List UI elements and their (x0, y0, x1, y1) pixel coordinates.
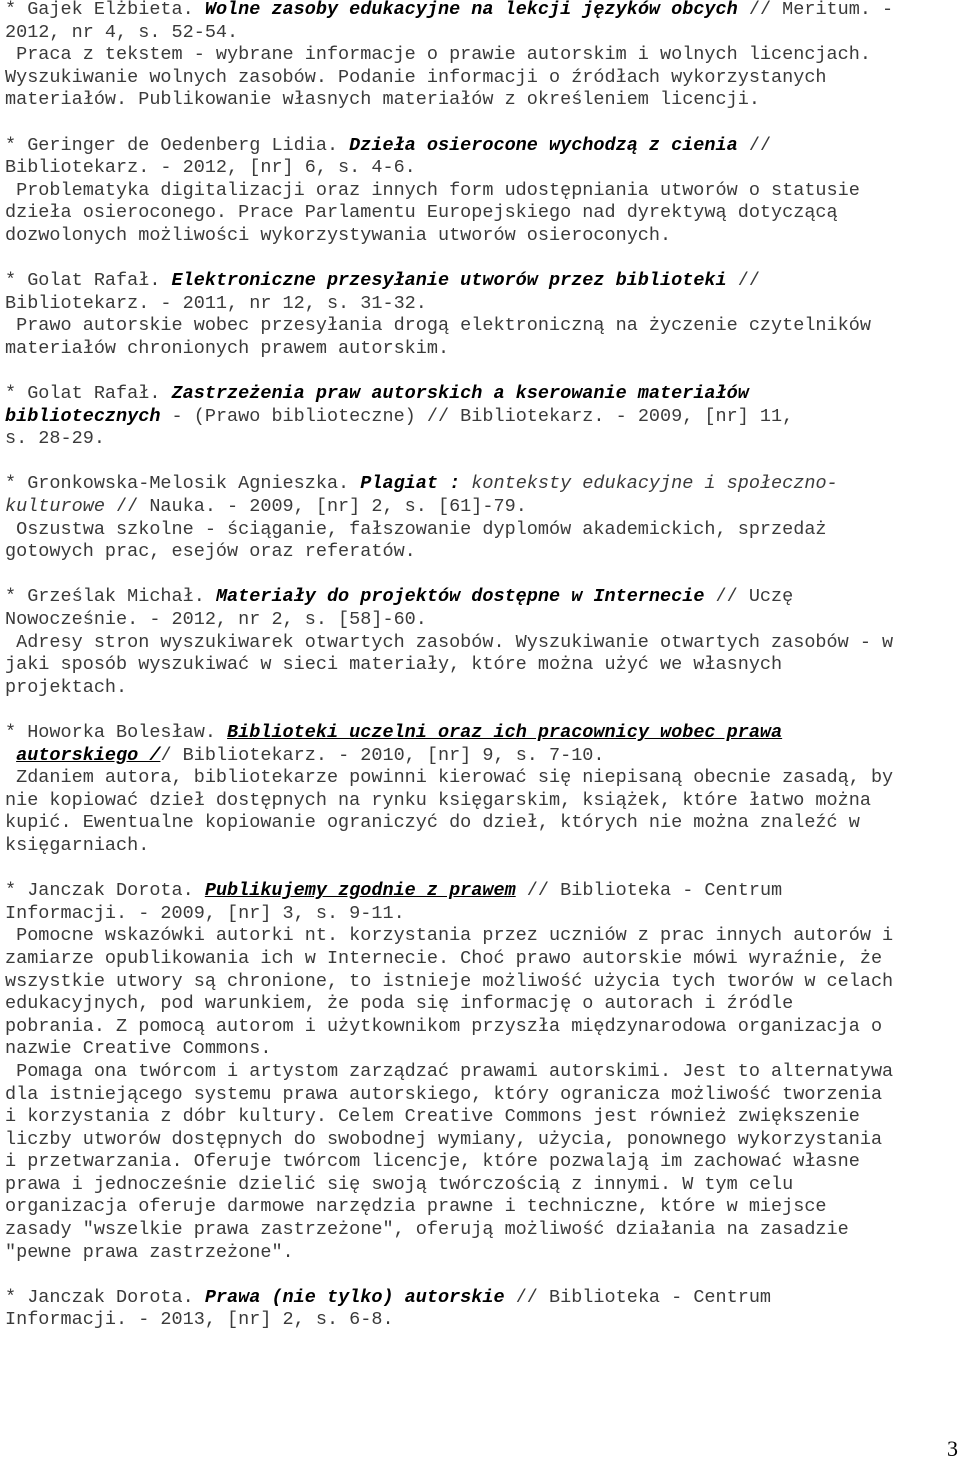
entry-text: * Howorka Bolesław. (5, 722, 228, 743)
entry-line (5, 89, 957, 112)
entry-title: Elektroniczne przesyłanie utworów przez biblioteki (171, 270, 727, 292)
entry-text: // Meritum. - (737, 0, 894, 20)
entry-line (5, 925, 957, 948)
entry-line (5, 1309, 957, 1332)
entry-line (5, 1174, 957, 1197)
bibliography-entry (5, 1287, 957, 1332)
entry-text: Prawo autorskie wobec przesyłania drogą elektroniczną na życzenie czytelników (5, 315, 871, 337)
entry-text: * Geringer de Oedenberg Lidia. (5, 134, 350, 156)
entry-text: organizacja oferuje darmowe narzędzia prawne i techniczne, które w miejsce (5, 1196, 827, 1218)
entry-text: dzieła osieroconego. Prace Parlamentu Europejskiego nad dyrektywą dotyczącą (5, 202, 838, 224)
entry-text: i przetwarzania. Oferuje twórcom licencje, które pozwalają im zachować własne (5, 1151, 860, 1173)
entry-line (5, 225, 957, 248)
entry-line (5, 767, 957, 790)
bibliography-entry (5, 135, 957, 248)
entry-line (5, 428, 957, 451)
bibliography-entry (5, 270, 957, 360)
entry-line (5, 202, 957, 225)
bibliography-entry (5, 0, 957, 112)
entry-line (5, 473, 957, 496)
entry-line (5, 519, 957, 542)
entry-title: Publikujemy zgodnie z prawem (204, 880, 516, 902)
entry-text: Pomaga ona twórcom i artystom zarządzać prawami autorskimi. Jest to alternatywa (5, 1060, 894, 1082)
entry-text: zamiarze opublikowania ich w Internecie. Choć prawo autorskie mówi wyraźnie, że (5, 947, 883, 969)
entry-line (5, 1016, 957, 1039)
entry-text: Problematyka digitalizacji oraz innych form udostępniania utworów o statusie (5, 179, 860, 201)
entry-line (5, 496, 957, 519)
entry-text: // Biblioteka - Centrum (504, 1286, 772, 1308)
entry-line (5, 812, 957, 835)
entry-text: jaki sposób wyszukiwać w sieci materiały, które można użyć we własnych (5, 654, 783, 676)
entry-title: Wolne zasoby edukacyjne na lekcji języków obcych (204, 0, 738, 20)
entry-text: Nowocześnie. - 2012, nr 2, s. [58]-60. (5, 609, 427, 631)
entry-line (5, 790, 957, 813)
entry-line (5, 22, 957, 45)
entry-line (5, 835, 957, 858)
entry-text: prawa i jednocześnie dzielić się swoją twórczością z innymi. W tym celu (5, 1173, 794, 1195)
entry-line (5, 1287, 957, 1310)
entry-text: dozwolonych możliwości wykorzystywania utworów osieroconych. (5, 224, 672, 246)
entry-line (5, 1084, 957, 1107)
entry-line (5, 135, 957, 158)
entry-text: Bibliotekarz. - 2012, [nr] 6, s. 4-6. (5, 157, 416, 179)
entry-text: Praca z tekstem - wybrane informacje o prawie autorskim i wolnych licencjach. (5, 44, 871, 66)
entry-text: / Bibliotekarz. - 2010, [nr] 9, s. 7-10. (160, 744, 605, 766)
entry-text: wszystkie utwory są chronione, to istnieje możliwość użycia tych tworów w celach (5, 970, 894, 992)
entry-title: Biblioteki uczelni oraz ich pracownicy wobec prawa (227, 722, 783, 743)
entry-text: * Grześlak Michał. (5, 586, 216, 608)
entry-line (5, 722, 957, 745)
entry-text: // (737, 134, 772, 156)
entry-line (5, 383, 957, 406)
entry-text: księgarniach. (5, 834, 150, 856)
entry-line (5, 1038, 957, 1061)
entry-text: Pomocne wskazówki autorki nt. korzystania przez uczniów z prac innych autorów i (5, 925, 894, 947)
entry-line (5, 44, 957, 67)
entry-line (5, 315, 957, 338)
entry-text: Wyszukiwanie wolnych zasobów. Podanie informacji o źródłach wykorzystanych (5, 66, 827, 88)
entry-text: * Gajek Elżbieta. (5, 0, 205, 20)
entry-text: Oszustwa szkolne - ściąganie, fałszowanie dyplomów akademickich, sprzedaż (5, 518, 827, 540)
entry-subtitle: konteksty edukacyjne i społeczno- (460, 473, 838, 495)
entry-title: Plagiat : (360, 473, 461, 495)
entry-text: s. 28-29. (5, 428, 105, 450)
entry-line (5, 157, 957, 180)
entry-text: materiałów. Publikowanie własnych materiałów z określeniem licencji. (5, 89, 760, 111)
entry-line (5, 338, 957, 361)
entry-title: autorskiego / (16, 744, 161, 766)
entry-text: nie kopiować dzieł dostępnych na rynku księgarskim, książek, które łatwo można (5, 789, 871, 811)
entry-text: Informacji. - 2009, [nr] 3, s. 9-11. (5, 902, 405, 924)
entry-text: * Janczak Dorota. (5, 1286, 205, 1308)
entry-line (5, 180, 957, 203)
entry-line (5, 67, 957, 90)
entry-text: pobrania. Z pomocą autorom i użytkownikom przyszła międzynarodowa organizacja o (5, 1015, 883, 1037)
entry-line (5, 1151, 957, 1174)
entry-text: Adresy stron wyszukiwarek otwartych zasobów. Wyszukiwanie otwartych zasobów - w (5, 631, 894, 653)
entry-line (5, 1219, 957, 1242)
entry-title: Zastrzeżenia praw autorskich a kserowanie materiałów (171, 383, 749, 405)
entry-text: // Biblioteka - Centrum (515, 880, 783, 902)
bibliography-entry (5, 383, 957, 451)
bibliography-entry (5, 880, 957, 1264)
entry-text (5, 745, 16, 766)
bibliography-entry (5, 586, 957, 699)
entry-text: // (726, 270, 760, 292)
entry-line (5, 677, 957, 700)
entry-line (5, 745, 957, 768)
entry-line (5, 609, 957, 632)
entry-line (5, 632, 957, 655)
bibliography-entry (5, 722, 957, 858)
entry-text: * Janczak Dorota. (5, 880, 205, 902)
entry-line (5, 1061, 957, 1084)
entry-line (5, 1106, 957, 1129)
entry-line (5, 971, 957, 994)
entry-line (5, 270, 957, 293)
entry-text: // Nauka. - 2009, [nr] 2, s. [61]-79. (104, 496, 527, 518)
entry-text: 2012, nr 4, s. 52-54. (5, 21, 239, 43)
entry-title: Prawa (nie tylko) autorskie (204, 1286, 505, 1308)
entry-text: projektach. (5, 676, 128, 698)
entry-text: kupić. Ewentualne kopiowanie ograniczyć do dzieł, których nie można znaleźć w (5, 812, 860, 834)
entry-text: gotowych prac, esejów oraz referatów. (5, 541, 416, 563)
entry-line (5, 654, 957, 677)
entry-title: bibliotecznych (5, 405, 161, 427)
entry-title: Dzieła osierocone wychodzą z cienia (349, 134, 738, 156)
entry-text: * Golat Rafał. (5, 270, 172, 292)
entry-text: liczby utworów dostępnych do swobodnej wymiany, użycia, ponownego wykorzystania (5, 1128, 883, 1150)
entry-line (5, 293, 957, 316)
entry-line (5, 993, 957, 1016)
entry-line (5, 903, 957, 926)
entry-text: dla istniejącego systemu prawa autorskiego, który ogranicza możliwość tworzenia (5, 1083, 883, 1105)
entry-text: * Gronkowska-Melosik Agnieszka. (5, 473, 361, 495)
entry-line (5, 586, 957, 609)
entry-text: Informacji. - 2013, [nr] 2, s. 6-8. (5, 1309, 394, 1331)
entry-text: i korzystania z dóbr kultury. Celem Creative Commons jest również zwiększenie (5, 1106, 860, 1128)
entry-text: "pewne prawa zastrzeżone". (5, 1241, 294, 1263)
entry-text: Zdaniem autora, bibliotekarze powinni kierować się niepisaną obecnie zasadą, by (5, 767, 894, 789)
page-number: 3 (947, 1436, 958, 1461)
entry-text: materiałów chronionych prawem autorskim. (5, 337, 450, 359)
entry-subtitle: kulturowe (5, 496, 105, 518)
entry-line (5, 1242, 957, 1265)
entry-line (5, 0, 957, 22)
bibliography-page (5, 0, 957, 1355)
entry-line (5, 948, 957, 971)
entry-text: * Golat Rafał. (5, 383, 172, 405)
entry-line (5, 880, 957, 903)
entry-text: nazwie Creative Commons. (5, 1038, 272, 1060)
entry-text: - (Prawo biblioteczne) // Bibliotekarz. - 2009, [nr] 11, (160, 405, 794, 427)
entry-text: edukacyjnych, pod warunkiem, że poda się informację o autorach i źródle (5, 993, 794, 1015)
bibliography-entry (5, 473, 957, 563)
entry-line (5, 541, 957, 564)
entry-title: Materiały do projektów dostępne w Internecie (215, 586, 705, 608)
entry-text: Bibliotekarz. - 2011, nr 12, s. 31-32. (5, 292, 427, 314)
entry-text: zasady "wszelkie prawa zastrzeżone", oferują możliwość działania na zasadzie (5, 1219, 849, 1241)
entry-line (5, 406, 957, 429)
entry-text: // Uczę (704, 586, 794, 608)
entry-line (5, 1196, 957, 1219)
entry-line (5, 1129, 957, 1152)
